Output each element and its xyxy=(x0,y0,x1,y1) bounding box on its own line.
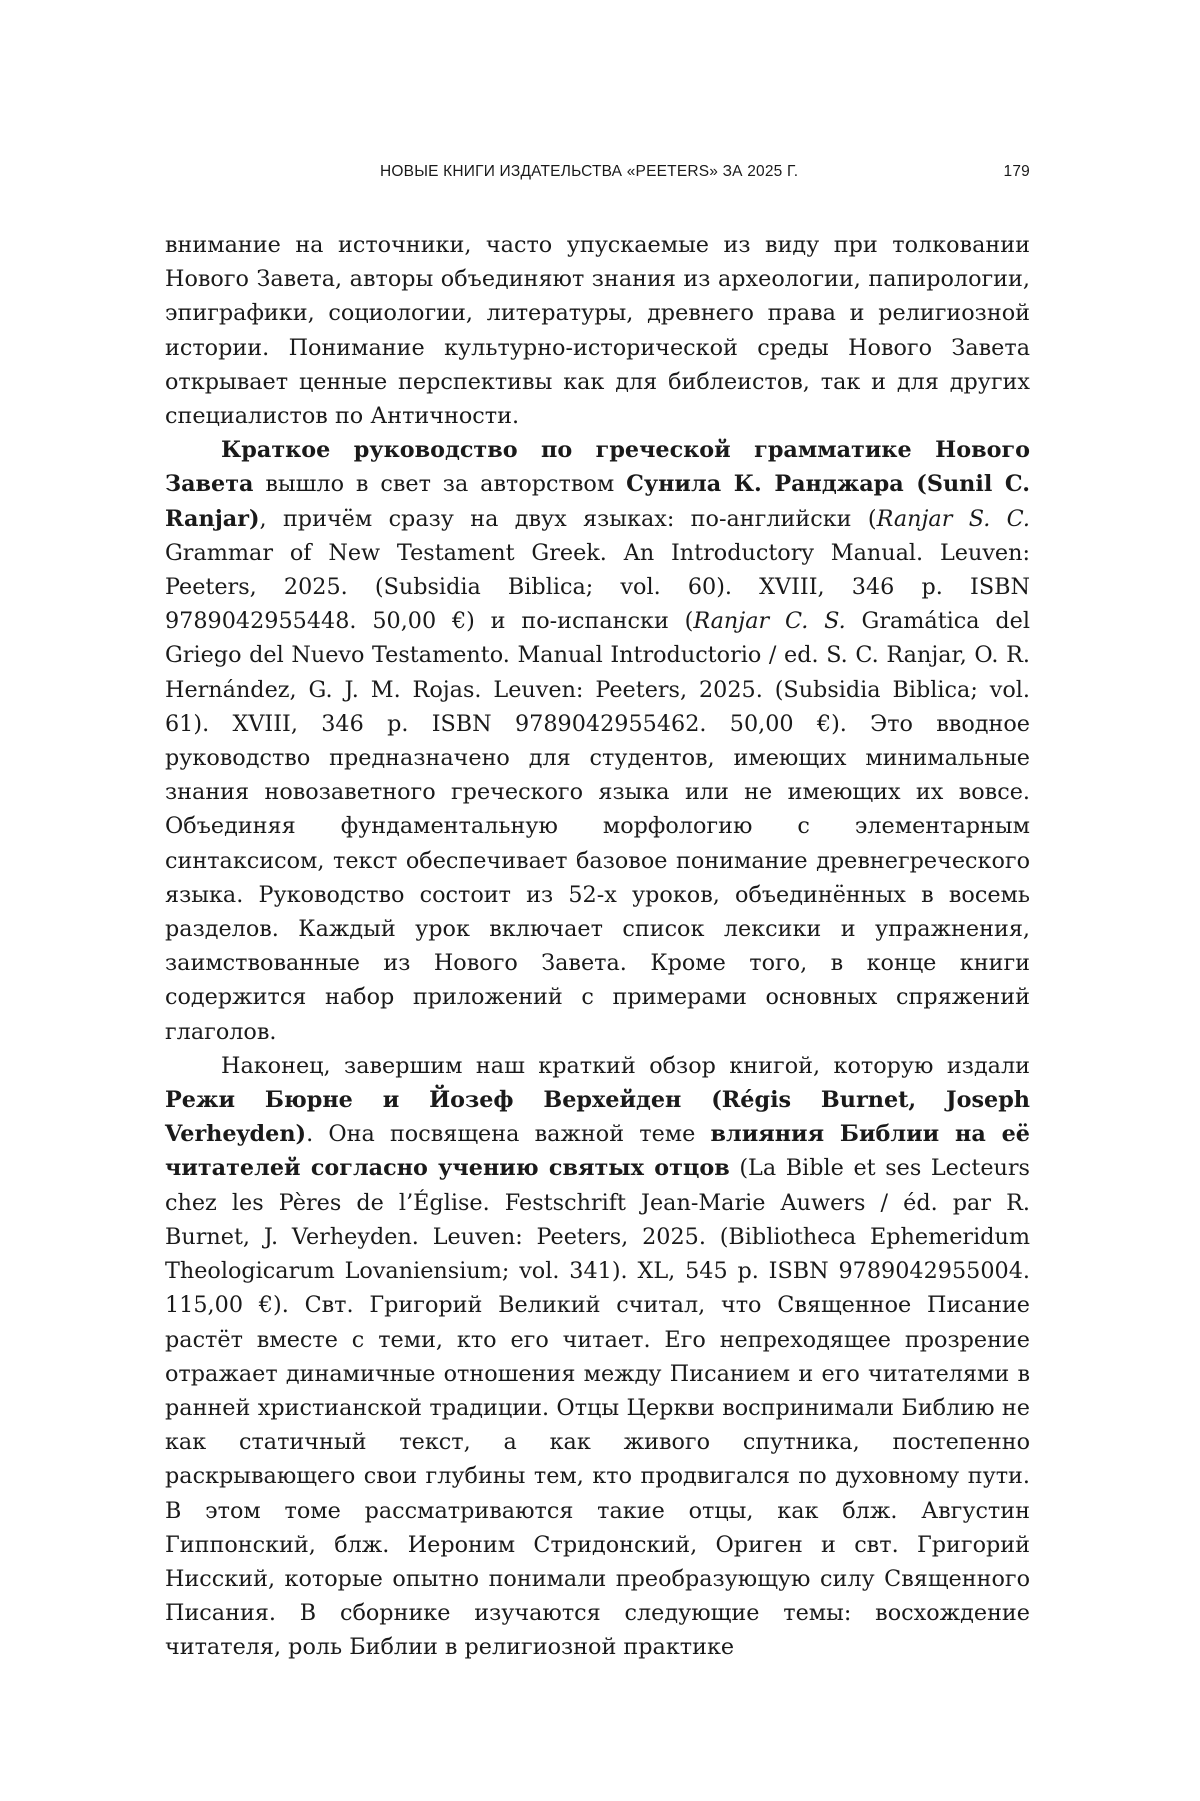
citation-author-english: Ranjar S. C. xyxy=(876,505,1030,532)
paragraph-2-text-3: Grammar of New Testament Greek. An Introductory Manual. Leuven: Peeters, 2025. (Subsidia Biblica; vol. 60). XVIII, 346 p. ISBN 9789042955448. 50,00 €) и по-испански ( xyxy=(165,539,1030,635)
author-ranjar: Сунила К. Ранджара (Sunil C. Ranjar) xyxy=(165,471,1030,532)
paragraph-1-text: внимание на источники, часто упускаемые из виду при толковании Нового Завета, авторы объединяют знания из археологии, папирологии, эпиграфики, социологии, литературы, древнего права и религиозной истории. Понимание культурно-исторической среды Нового Завета открывает ценные перспективы как для библеистов, так и для других специалистов по Античности. xyxy=(165,232,1030,430)
paragraph-3-text-3: (La Bible et ses Lecteurs chez les Pères de l’Église. Festschrift Jean-Marie Auwers / éd. par R. Burnet, J. Verheyden. Leuven: Peeters, 2025. (Bibliotheca Ephemeridum Theologicarum Lovaniensium; vol. 341). XL, 545 p. ISBN 9789042955004. 115,00 €). Свт. Григорий Великий считал, что Священное Писание растёт вместе с теми, кто его читает. Его непреходящее прозрение отражает динамичные отношения между Писанием и его читателями в ранней христианской традиции. Отцы Церкви воспринимали Библию не как статичный текст, а как живого спутника, постепенно раскрывающего свои глубины тем, кто продвигался по духовному пути. В этом томе рассматриваются такие отцы, как блж. Августин Гиппонский, блж. Иероним Стридонский, Ориген и свт. Григорий Нисский, которые опытно понимали преобразующую силу Священного Писания. В сборнике изучаются следующие темы: восхождение читателя, роль Библии в религиозной практике xyxy=(165,1155,1030,1661)
paragraph-3-text-2: . Она посвящена важной теме xyxy=(306,1121,711,1148)
paragraph-1 xyxy=(165,228,1030,433)
paragraph-2 xyxy=(165,433,1030,1049)
page-number: 179 xyxy=(1003,163,1030,180)
book-topic: влияния Библии на её читателей согласно учению святых отцов xyxy=(165,1121,1030,1182)
paragraph-2-text-4: Gramática del Griego del Nuevo Testamento. Manual Introductorio / ed. S. C. Ranjar, O. R. Hernández, G. J. M. Rojas. Leuven: Peeters, 2025. (Subsidia Biblica; vol. 61). XVIII, 346 p. ISBN 9789042955462. 50,00 €). Это вводное руководство предназначено для студентов, имеющих минимальные знания новозаветного греческого языка или не имеющих их вовсе. Объединяя фундаментальную морфологию с элементарным синтаксисом, текст обеспечивает базовое понимание древнегреческого языка. Руководство состоит из 52-х уроков, объединённых в восемь разделов. Каждый урок включает список лексики и упражнения, заимствованные из Нового Завета. Кроме того, в конце книги содержится набор приложений с примерами основных спряжений глаголов. xyxy=(165,608,1031,1045)
paragraph-2-text-1: вышло в свет за авторством xyxy=(253,471,627,498)
running-header xyxy=(165,163,1030,187)
book-title-grammar: Краткое руководство по греческой грамматике Нового Завета xyxy=(165,437,1030,498)
paragraph-3-text-1: Наконец, завершим наш краткий обзор книгой, которую издали xyxy=(221,1052,1030,1079)
running-title: НОВЫЕ КНИГИ ИЗДАТЕЛЬСТВА «PEETERS» ЗА 2025 Г. xyxy=(380,163,799,180)
body-text xyxy=(165,228,1030,1665)
paragraph-2-text-2: , причём сразу на двух языках: по-английски ( xyxy=(259,505,877,532)
paragraph-3 xyxy=(165,1049,1030,1665)
citation-author-spanish: Ranjar C. S. xyxy=(693,608,846,635)
authors-burnet-verheyden: Режи Бюрне и Йозеф Верхейден (Régis Burnet, Joseph Verheyden) xyxy=(165,1087,1030,1148)
